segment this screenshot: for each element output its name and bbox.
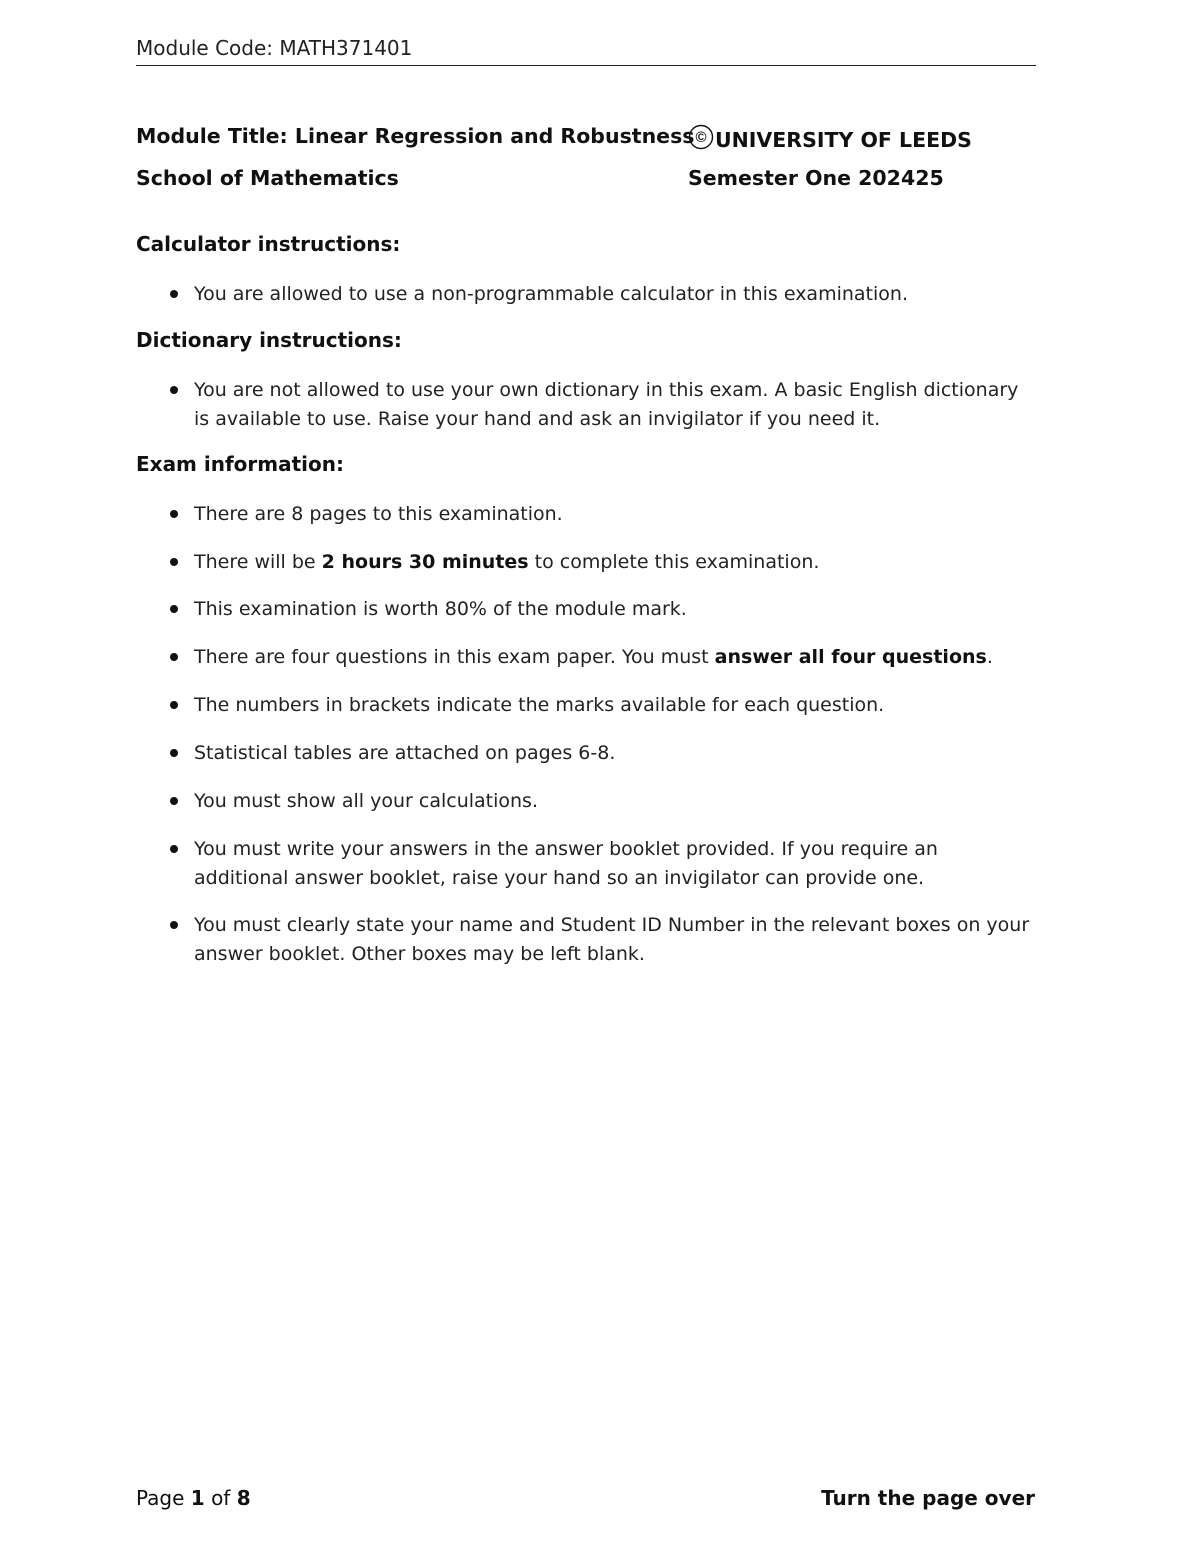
bullet-icon (170, 749, 178, 757)
module-code-header: Module Code: MATH371401 (136, 36, 413, 60)
exam-info-item-text: Statistical tables are attached on pages 6-8. (194, 742, 616, 764)
dictionary-item-text: You are not allowed to use your own dictionary in this exam. A basic English dictionary is available to use. Raise your hand and ask an invigilator if you need it. (194, 379, 1019, 430)
exam-info-item-text: You must write your answers in the answer booklet provided. If you require an additional answer booklet, raise your hand so an invigilator can provide one. (194, 838, 938, 889)
exam-info-item-text: There are 8 pages to this examination. (194, 503, 563, 525)
duration-emphasis: 2 hours 30 minutes (321, 551, 529, 573)
module-title: Linear Regression and Robustness (294, 124, 695, 148)
exam-info-item-text: There will be 2 hours 30 minutes to complete this examination. (194, 551, 820, 573)
bullet-icon (170, 605, 178, 613)
exam-info-heading: Exam information: (136, 452, 344, 476)
page-number: Page 1 of 8 (136, 1486, 251, 1510)
bullet-icon (170, 653, 178, 661)
bullet-icon (170, 797, 178, 805)
calculator-item-text: You are allowed to use a non-programmable calculator in this examination. (194, 283, 908, 305)
dictionary-heading: Dictionary instructions: (136, 328, 402, 352)
turn-page-over: Turn the page over (821, 1486, 1035, 1510)
bullet-icon (170, 921, 178, 929)
copyright-icon (688, 124, 714, 150)
page-total: 8 (236, 1486, 251, 1510)
page-current: 1 (190, 1486, 205, 1510)
university-name: UNIVERSITY OF LEEDS (715, 128, 972, 152)
bullet-icon (170, 701, 178, 709)
header-rule (136, 65, 1036, 66)
exam-info-item-text: This examination is worth 80% of the module mark. (194, 598, 687, 620)
bullet-icon (170, 386, 178, 394)
university-block (688, 124, 972, 152)
semester: Semester One 202425 (688, 166, 944, 190)
exam-info-item-text: The numbers in brackets indicate the marks available for each question. (194, 694, 885, 716)
module-title-label: Module Title: (136, 124, 288, 148)
exam-info-item-text: There are four questions in this exam paper. You must answer all four questions. (194, 646, 993, 668)
copyright-symbol: © (695, 129, 707, 146)
bullet-icon (170, 510, 178, 518)
title-row-1 (136, 124, 972, 152)
bullet-icon (170, 290, 178, 298)
school-name: School of Mathematics (136, 166, 399, 190)
exam-info-item-text: You must clearly state your name and Student ID Number in the relevant boxes on your answer booklet. Other boxes may be left blank. (194, 914, 1030, 965)
bullet-icon (170, 845, 178, 853)
exam-info-item-text: You must show all your calculations. (194, 790, 538, 812)
title-row-2 (136, 166, 944, 190)
bullet-icon (170, 558, 178, 566)
calculator-heading: Calculator instructions: (136, 232, 401, 256)
answer-all-emphasis: answer all four questions (714, 646, 987, 668)
